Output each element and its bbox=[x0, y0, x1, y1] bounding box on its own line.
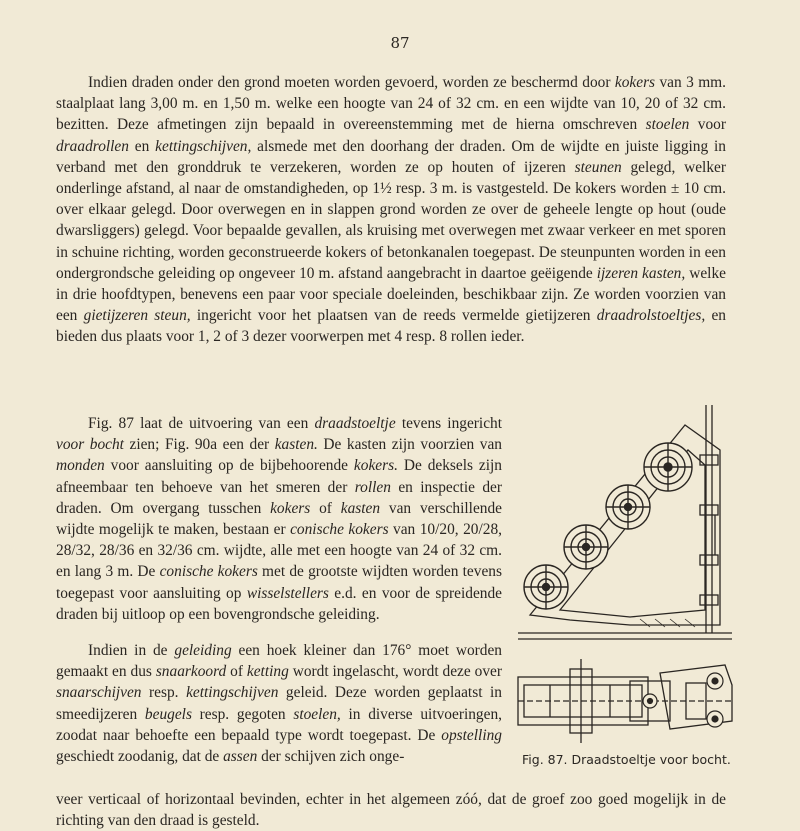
emphasis: kettingschijven, bbox=[155, 137, 252, 155]
emphasis: draadrollen bbox=[56, 137, 129, 155]
emphasis: conische kokers bbox=[290, 521, 389, 539]
paragraph-2 bbox=[56, 413, 502, 625]
emphasis: monden bbox=[56, 457, 105, 475]
emphasis: ketting bbox=[246, 663, 289, 681]
text-run: ingericht voor het plaatsen van de reeds vermelde gietijzeren bbox=[190, 307, 597, 325]
text-run: van 3 mm. staalplaat lang 3,00 m. en 1,50 m. welke een hoogte van 24 of 32 cm. en een wijdte van 10, 20 of 32 cm. bezitten. Deze afmetingen zijn bepaald in overeenstemming met de hierna omschreven bbox=[56, 74, 726, 134]
paragraph-3 bbox=[56, 640, 502, 767]
text-run: voor bbox=[689, 116, 726, 134]
text-run: geschiedt zoodanig, dat de bbox=[56, 748, 224, 766]
emphasis: kokers bbox=[270, 499, 311, 517]
emphasis: voor bocht bbox=[56, 436, 124, 454]
text-run: in diverse uitvoeringen, zoodat naar behoefte een bepaald type wordt toegepast. De bbox=[56, 705, 502, 744]
text-run: een hoek kleiner dan 176° moet worden gemaakt en dus bbox=[56, 642, 502, 681]
pulleys bbox=[524, 443, 692, 609]
text-run: De deksels zijn afneembaar ten behoeve van het smeren der bbox=[56, 457, 503, 496]
emphasis: rollen bbox=[354, 478, 391, 496]
emphasis: conische kokers bbox=[159, 563, 258, 581]
figure-caption: Fig. 87. Draadstoeltje voor bocht. bbox=[522, 752, 731, 767]
text-run: van verschillende wijdte mogelijk te maken, bestaan er bbox=[56, 499, 502, 539]
text-run: Fig. 87 laat de uitvoering van een bbox=[88, 415, 315, 432]
text-run: of bbox=[310, 499, 341, 517]
text-run: Indien draden onder den grond moeten worden gevoerd, worden ze beschermd door bbox=[88, 74, 615, 91]
emphasis: opstelling bbox=[441, 726, 502, 744]
text-run: voor aansluiting op de bijbehoorende bbox=[104, 457, 354, 475]
emphasis: stoelen bbox=[645, 116, 690, 134]
text-run: resp. gegoten bbox=[191, 705, 294, 723]
emphasis: draadrolstoeltjes, bbox=[596, 307, 706, 325]
emphasis: kasten. bbox=[274, 436, 318, 454]
emphasis: gietijzeren steun, bbox=[83, 307, 191, 325]
text-run: of bbox=[226, 663, 247, 681]
pulley-4 bbox=[524, 565, 568, 609]
text-run: en bbox=[128, 137, 156, 155]
emphasis: snaarschijven bbox=[56, 684, 142, 702]
text-run: en bieden dus plaats voor 1, 2 of 3 dezer voorwerpen met 4 resp. 8 rollen ieder. bbox=[56, 307, 727, 346]
emphasis: wisselstellers bbox=[246, 584, 329, 602]
pulley-1 bbox=[644, 443, 692, 491]
text-run: alsmede met den doorhang der draden. Om de wijdte en juiste ligging in verband met den gronddruk te verzekeren, worden ze op houten of ijzeren bbox=[56, 137, 726, 176]
text-run: met de grootste wijdten worden tevens toegepast voor aansluiting op bbox=[56, 563, 502, 602]
emphasis: kokers. bbox=[353, 457, 398, 475]
emphasis: snaarkoord bbox=[155, 663, 227, 681]
emphasis: ijzeren kasten, bbox=[596, 264, 686, 282]
text-run: e.d. en voor de spreidende draden bij uitloop op een bovengrondsche geleiding. bbox=[56, 584, 502, 623]
paragraph-1 bbox=[56, 72, 726, 348]
text-run: geleid. Deze worden geplaatst in smeedijzeren bbox=[56, 684, 502, 723]
emphasis: beugels bbox=[144, 705, 192, 723]
text-run: wordt ingelascht, wordt deze over bbox=[288, 663, 502, 681]
text-run: De kasten zijn voorzien van bbox=[317, 436, 502, 454]
emphasis: kokers bbox=[614, 74, 656, 91]
page-number: 87 bbox=[390, 34, 410, 52]
text-run: en inspectie der draden. Om overgang tusschen bbox=[56, 478, 502, 517]
emphasis: kasten bbox=[340, 499, 381, 517]
paragraph-3-continuation: veer verticaal of horizontaal bevinden, echter in het algemeen zóó, dat de groef zoo goed mogelijk in de richting van den draad is gesteld. bbox=[56, 791, 726, 830]
text-run: resp. bbox=[141, 684, 187, 702]
emphasis: kettingschijven bbox=[186, 684, 279, 702]
figure-87-side-view bbox=[510, 395, 740, 645]
emphasis: assen bbox=[223, 748, 258, 766]
text-run: gelegd, welker onderlinge afstand, al naar de omstandigheden, op 1½ resp. 3 m. is vastgesteld. De kokers worden ± 10 cm. over elkaar gelegd. Door overwegen en in slappen grond worden ze over de geheele lengte op hout (oude dwarsliggers) gelegd. Voor bepaalde gevallen, als kruising met overwegen met zwaar verkeer en met sporen in schuine richting, worden geconstrueerde kokers of betonkanalen toegepast. De steunpunten worden in een ondergrondsche geleiding op ongeveer 10 m. afstand aangebracht in daartoe geëigende bbox=[56, 158, 726, 282]
text-run: zien; Fig. 90a een der bbox=[123, 436, 275, 454]
emphasis: draadstoeltje bbox=[314, 415, 396, 432]
text-run: Indien in de bbox=[88, 642, 175, 659]
emphasis: geleiding bbox=[174, 642, 232, 659]
text-run: welke in drie hoofdtypen, benevens een paar voor speciale doeleinden, beschikbaar zijn. Ze worden voorzien van een bbox=[56, 264, 726, 325]
text-run: tevens ingericht bbox=[395, 415, 502, 432]
text-run: der schijven zich onge- bbox=[257, 748, 405, 766]
text-run: van 10/20, 20/28, 28/32, 28/36 en 32/36 cm. wijdte, alle met een hoogte van 24 of 32 cm. en lang 3 m. De bbox=[56, 521, 502, 581]
emphasis: stoelen, bbox=[293, 705, 341, 723]
figure-87-plan-view bbox=[510, 655, 740, 747]
emphasis: steunen bbox=[574, 158, 622, 176]
pulley-2 bbox=[606, 485, 650, 529]
pulley-3 bbox=[564, 525, 608, 569]
